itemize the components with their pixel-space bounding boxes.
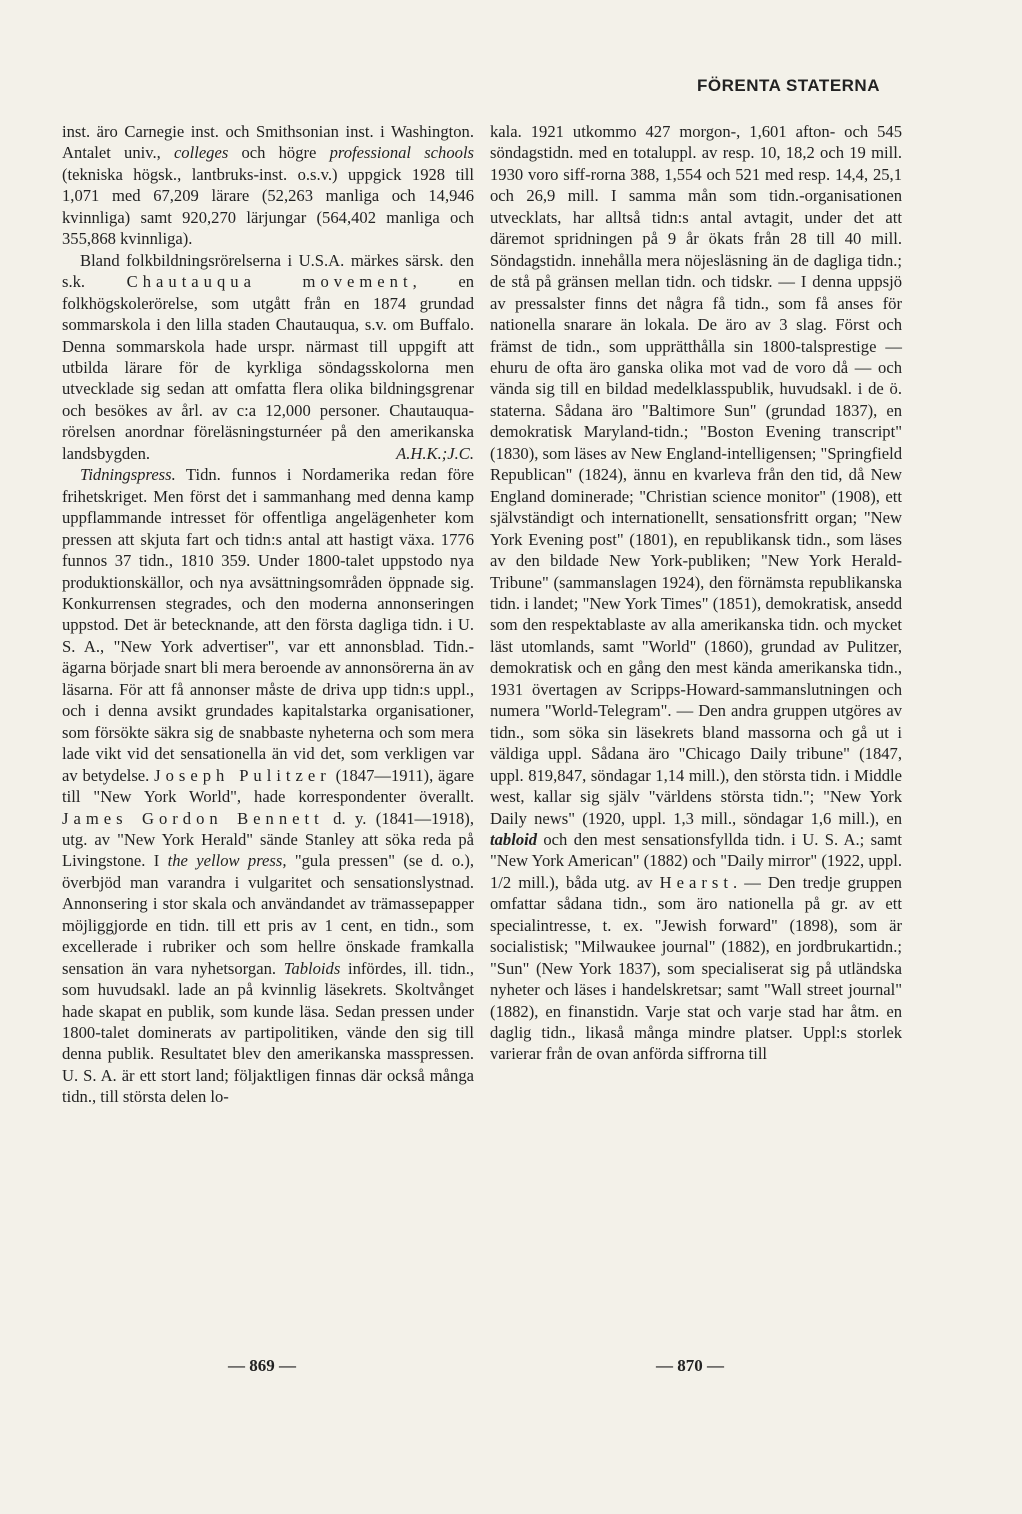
paragraph-folk-education: Bland folkbildningsrörelserna i U.S.A. märkes särsk. den s.k. Chautauqua movement, en folkhögskolerörelse, som utgått från en 1874 grundad sommarskola i den lilla staden Chautauqua, s.v. om Buffalo. Denna sommarskola hade urspr. närmast till uppgift att utbilda lärare för de kyrkliga söndagsskolorna men utvecklade sig sedan att omfatta flera olika bildningsgrenar och besökes av årl. av c:a 12,000 personer. Chautauqua-rörelsen anordnar föreläsningsturnéer på den amerikanska landsbygden. A.H.K.;J.C. bbox=[62, 250, 475, 463]
term-tabloid: tabloid bbox=[490, 829, 538, 849]
author-signature: A.H.K.;J.C. bbox=[396, 443, 474, 463]
left-column bbox=[62, 121, 474, 1108]
right-column bbox=[490, 121, 902, 1065]
spaced-term-chautauqua: Chautauqua movement bbox=[126, 272, 413, 292]
spaced-name-pulitzer: Joseph Pulitzer bbox=[154, 765, 331, 785]
spaced-name-hearst: Hearst bbox=[659, 872, 733, 892]
spaced-name-bennett: James Gordon Bennett bbox=[62, 808, 324, 828]
paragraph-newspaper-press: Tidningspress. Tidn. funnos i Nordamerika redan före frihetskriget. Men först det i sammanhang med denna kamp uppflammande intresset för offentliga angelägenheter kom pressen att skjuta fart och tidn:s antal att hastigt växa. 1776 funnos 37 tidn., 1810 359. Under 1800-talet uppstodo nya produktionskällor, och nya avsättningsområden öppnade sig. Konkurrensen stegrades, och den moderna annonseringen uppstod. Det är betecknande, att den första dagliga tidn. i U. S. A., "New York advertiser", var ett annonsblad. Tidn.-ägarna började snart bli mera beroende av annonsörerna än av läsarna. För att få annonser måste de driva upp tidn:s uppl., och i denna avsikt grundades kapitalstarka organisationer, som försökte säkra sig de snabbaste nyheterna och som mera lade vikt vid det sensationella än vid det, som verkligen var av betydelse. Joseph Pulitzer (1847—1911), ägare till "New York World", hade korrespondenter överallt. James Gordon Bennett d. y. (1841—1918), utg. av "New York Herald" sände Stanley att söka reda på Livingstone. I the yellow press, "gula pressen" (se d. o.), överbjöd man varandra i vulgaritet och sensationslystnad. Annonsering i stor skala och användandet av trämassepapper möjliggjorde en tidn. till ett pris av 1 cent, en tidn., som excellerade i rubriker och som hellre önskade framkalla sensation än vara nyhetsorgan. Tabloids infördes, ill. tidn., som huvudsakl. lade an på kvinnlig läsekrets. Skoltvånget hade skapat en publik, som kunde läsa. Sedan pressen under 1800-talet dominerats av partipolitiken, vände den sig till denna publik. Resultatet blev den amerikanska masspressen. U. S. A. är ett stort land; följaktligen finnas där också många tidn., till största delen lo- bbox=[62, 465, 474, 1107]
paragraph-newspaper-continued: kala. 1921 utkommo 427 morgon-, 1,601 afton- och 545 söndagstidn. med en totaluppl. av resp. 10, 18,2 och 19 mill. 1930 voro siff-rorna 388, 1,554 och 521 med resp. 14,4, 25,1 och 26,9 mill. I samma mån som tidn.-organisationen utvecklats, har alltså tidn:s antal avtagit, under det att däremot spridningen på 9 år ökats från 28 till 40 mill. Söndagstidn. innehålla mera nöjesläsning än de dagliga tidn.; de stå på gränsen mellan tidn. och tidskr. — I denna uppsjö av pressalster finns det några få tidn., som få anses för nationella snarare än lokala. De äro av 3 slag. Först och främst de tidn., som upprätthålla sin 1800-talsprestige — ehuru de ofta äro ganska olika mot vad de voro då — och vända sig till en bildad medelklasspublik, huvudsakl. i de ö. staterna. Sådana äro "Baltimore Sun" (grundad 1837), en demokratisk Maryland-tidn.; "Boston Evening transcript" (1830), som läses av New England-intelligensen; "Springfield Republican" (1824), ännu en kvarleva från den tid, då New England dominerade; "Christian science monitor" (1908), ett självständigt och internationellt, sensationsfritt organ; "New York Evening post" (1801), en republikansk tidn., som läses av den bildade New York-publiken; "New York Herald-Tribune" (sammanslagen 1924), den förnämsta republikanska tidn. i landet; "New York Times" (1851), demokratisk, ansedd som den respektablaste av alla amerikanska tidn. och mycket läst utomlands, samt "World" (1860), grundad av Pulitzer, demokratisk och en gång den mest kända amerikanska tidn., 1931 övertagen av Scripps-Howard-sammanslutningen och numera "World-Telegram". — Den andra gruppen utgöres av tidn., som söka sin läsekrets bland massorna och gå ut i väldiga uppl. Sådana äro "Chicago Daily tribune" (1847, uppl. 819,847, söndagar 1,14 mill.), den största tidn. i Middle west, kallar sig själv "världens största tidn."; "New York Daily news" (1920, uppl. 1,3 mill., söndagar 1,6 mill.), en tabloid och den mest sensationsfyllda tidn. i U. S. A.; samt "New York American" (1882) och "Daily mirror" (1922, uppl. 1/2 mill.), båda utg. av Hearst. — Den tredje gruppen omfattar sådana tidn., som äro nationella på gr. av ett specialintresse, t. ex. "Jewish forward" (1898), som är socialistisk; "Milwaukee journal" (1882), en jordbrukartidn.; "Sun" (New York 1837), som specialiserat sig på utländska nyheter och läses i handelskretsar; samt "Wall street journal" (1882), en finanstidn. Varje stat och varje stad har åtm. en daglig tidn., likaså många mindre platser. Uppl:s storlek varierar från de ovan anförda siffrorna till bbox=[490, 122, 902, 1064]
section-title-tidningspress: Tidningspress. bbox=[80, 465, 176, 485]
running-header: FÖRENTA STATERNA bbox=[696, 76, 880, 95]
paragraph-universities: inst. äro Carnegie inst. och Smithsonian inst. i Washington. Antalet univ., colleges och högre professional schools (tekniska högsk., lantbruks-inst. o.s.v.) uppgick 1928 till 1,071 med 67,209 lärare (52,263 manliga och 14,946 kvinnliga) samt 920,270 lärjungar (564,402 manliga och 355,868 kvinnliga). bbox=[62, 122, 475, 249]
page-number-right: — 870 — bbox=[656, 1356, 724, 1375]
page-number-left: — 869 — bbox=[228, 1356, 296, 1375]
